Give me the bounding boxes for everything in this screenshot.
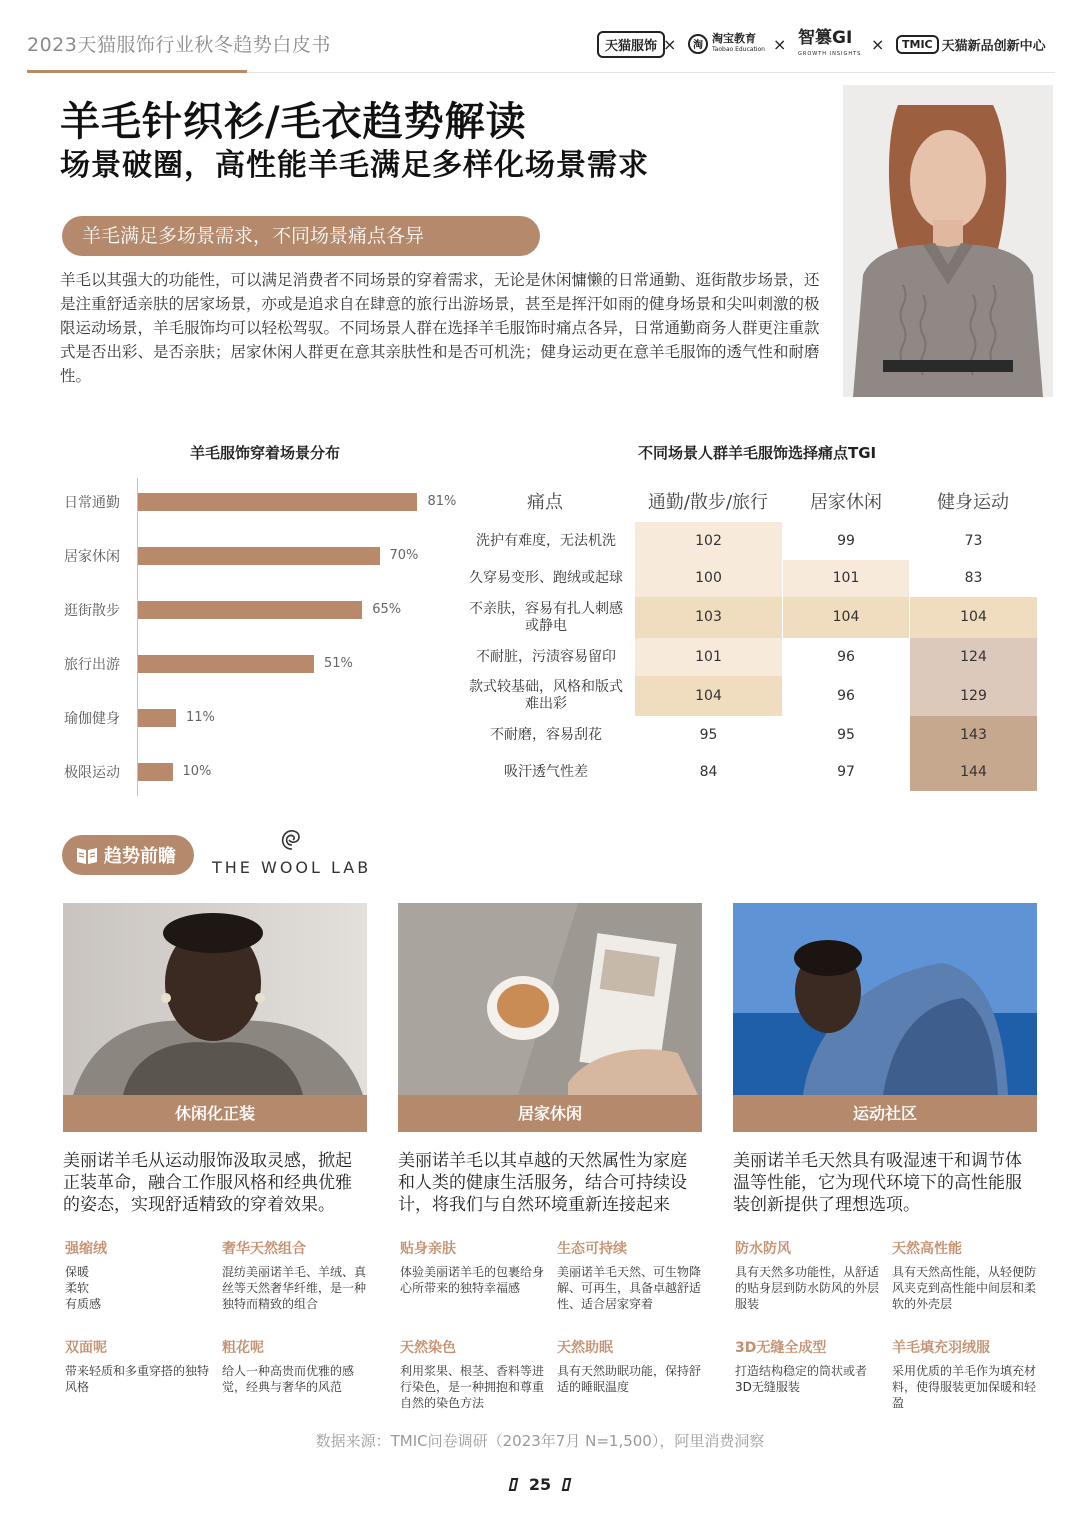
tgi-row-label: 不亲肤，容易有扎人刺感或静电	[469, 600, 623, 634]
tgi-cell: 73	[964, 532, 983, 549]
trend-feature-body: 带来轻质和多重穿搭的独特风格	[65, 1364, 210, 1394]
trend-caption: 运动社区	[733, 1095, 1037, 1132]
page-number-value: 25	[528, 1475, 552, 1494]
formal-casual-illustration	[63, 903, 367, 1095]
document-title: 2023天猫服饰行业秋冬趋势白皮书	[27, 34, 331, 56]
tgi-cell: 96	[837, 687, 855, 704]
bar-value-label: 51%	[323, 656, 353, 671]
intro-paragraph: 羊毛以其强大的功能性，可以满足消费者不同场景的穿着需求，无论是休闲慵懒的日常通勤、逛街散步场景，还是注重舒适亲肤的居家场景，亦或是追求自在肆意的旅行出游场景，甚至是挥汗如雨的健身场景和尖叫刺激的极限运动场景，羊毛服饰均可以轻松驾驭。不同场景人群在选择羊毛服饰时痛点各异，日常通勤商务人群更注重款式是否出彩、是否亲肤；居家休闲人群更在意其亲肤性和是否可机洗；健身运动更在意羊毛服饰的透气性和耐磨性。	[60, 271, 820, 385]
trend-caption: 休闲化正装	[63, 1095, 367, 1132]
trend-description: 美丽诺羊毛从运动服饰汲取灵感，掀起正装革命，融合工作服风格和经典优雅的姿态，实现舒适精致的穿着效果。	[63, 1151, 352, 1215]
tgi-cell: 100	[635, 560, 782, 597]
open-book-icon	[76, 845, 98, 865]
svg-text:淘: 淘	[693, 40, 703, 51]
trend-feature-body: 具有天然助眠功能，保持舒适的睡眠温度	[557, 1364, 702, 1394]
bar-category-label: 瑜伽健身	[64, 711, 120, 727]
zhizuan-logo-subtext: GROWTH INSIGHTS	[798, 51, 862, 57]
tgi-cell: 97	[837, 764, 855, 780]
trend-feature-body: 利用浆果、根茎、香料等进行染色，是一种拥抱和尊重自然的染色方法	[400, 1364, 545, 1410]
trend-feature-title: 生态可持续	[557, 1241, 627, 1257]
times-glyph: ×	[871, 34, 885, 54]
bar	[138, 547, 380, 565]
tgi-cell: 102	[635, 522, 782, 560]
trend-feature-body: 保暖 柔软 有质感	[65, 1265, 102, 1311]
trend-feature	[400, 1337, 545, 1411]
trend-feature-title: 贴身亲肤	[400, 1241, 456, 1257]
trend-feature-body: 美丽诺羊毛天然、可生物降解、可再生，具备卓越舒适性、适合居家穿着	[557, 1265, 702, 1311]
page-number-marker-right	[562, 1478, 572, 1491]
home-leisure-photo	[398, 903, 702, 1095]
trend-pill-label: 趋势前瞻	[104, 846, 176, 867]
tgi-row-label: 不耐脏，污渍容易留印	[476, 648, 616, 665]
tgi-row-label: 不耐磨，容易刮花	[490, 726, 602, 743]
tgi-cell: 144	[910, 754, 1037, 791]
page-number-marker-left	[508, 1478, 518, 1491]
bar-category-label: 日常通勤	[64, 495, 120, 511]
trend-feature-body: 给人一种高贵而优雅的感觉，经典与奢华的风范	[222, 1364, 355, 1394]
taobao-logo-subtext: Taobao Education	[712, 46, 765, 53]
tgi-cell: 104	[635, 676, 782, 716]
tgi-cell: 83	[964, 570, 983, 586]
bar-value-label: 65%	[372, 602, 402, 617]
trend-feature	[557, 1238, 702, 1312]
times-glyph: ×	[663, 34, 677, 54]
tgi-cell: 101	[783, 560, 909, 597]
trend-feature	[222, 1337, 367, 1395]
data-source: 数据来源：TMIC问卷调研（2023年7月 N=1,500），阿里消费洞察	[315, 1432, 765, 1450]
tgi-row-label: 洗护有难度，无法机洗	[476, 532, 616, 549]
bar-value-label: 70%	[389, 548, 419, 563]
sport-community-photo	[733, 903, 1037, 1095]
trend-feature	[557, 1337, 702, 1395]
bar-chart-axis	[137, 478, 138, 796]
tgi-row-label: 久穿易变形、跑绒或起球	[469, 570, 623, 586]
zhizuan-gi-logo	[798, 30, 861, 58]
tmall-fashion-logo	[597, 30, 665, 58]
times-separator	[871, 30, 884, 58]
tgi-cell: 96	[837, 648, 855, 665]
trend-feature-title: 天然助眠	[557, 1340, 613, 1356]
tgi-cell: 124	[910, 638, 1037, 676]
trend-feature-body: 打造结构稳定的筒状或者3D无缝服装	[735, 1364, 868, 1394]
bar	[138, 655, 314, 673]
trend-feature	[892, 1337, 1037, 1411]
bar-value-label: 81%	[427, 494, 457, 509]
tgi-row-label: 款式较基础，风格和版式难出彩	[469, 679, 623, 712]
bar-category-label: 逛街散步	[64, 603, 120, 619]
trend-feature	[65, 1238, 210, 1312]
trend-description: 美丽诺羊毛天然具有吸湿速干和调节体温等性能，它为现代环境下的高性能服装创新提供了理想选项。	[733, 1151, 1022, 1215]
tgi-row-label: 吸汗透气性差	[504, 764, 588, 780]
trend-feature	[735, 1337, 880, 1395]
section-heading-pill: 羊毛满足多场景需求，不同场景痛点各异	[62, 216, 540, 256]
tmall-logo-text: 天猫服饰	[597, 31, 665, 58]
tmic-logo-text: 天猫新品创新中心	[941, 38, 1046, 54]
trend-feature-title: 奢华天然组合	[222, 1241, 306, 1257]
trend-feature-title: 粗花呢	[222, 1340, 264, 1356]
wool-lab-logo	[212, 826, 371, 877]
bar	[138, 763, 173, 781]
trend-description: 美丽诺羊毛以其卓越的天然属性为家庭和人类的健康生活服务，结合可持续设计，将我们与自然环境重新连接起来	[398, 1151, 687, 1215]
trend-feature	[892, 1238, 1037, 1312]
bar-value-label: 11%	[185, 710, 215, 725]
taobao-education-logo	[688, 30, 765, 58]
trend-feature-body: 具有天然高性能，从轻便防风夹克到高性能中间层和柔软的外壳层	[892, 1265, 1037, 1311]
tmic-logo-box: TMIC	[896, 35, 939, 54]
trend-feature-title: 强缩绒	[65, 1241, 107, 1257]
header-accent-rule	[27, 70, 247, 73]
taobao-icon	[688, 34, 708, 54]
times-separator	[663, 30, 676, 58]
bar	[138, 493, 417, 511]
tgi-column-header: 居家休闲	[810, 492, 882, 513]
tgi-cell: 95	[699, 726, 718, 743]
trend-feature-body: 采用优质的羊毛作为填充材料，使得服装更加保暖和轻盈	[892, 1364, 1037, 1410]
trend-feature	[735, 1238, 880, 1312]
trend-feature-title: 3D无缝全成型	[735, 1340, 827, 1356]
tmic-logo	[896, 30, 1046, 58]
bar-category-label: 旅行出游	[64, 657, 120, 673]
tgi-column-header: 通勤/散步/旅行	[647, 492, 769, 513]
tgi-cell: 101	[635, 638, 782, 676]
tgi-cell: 99	[837, 532, 855, 549]
times-glyph: ×	[773, 34, 787, 54]
tgi-table-title: 不同场景人群羊毛服饰选择痛点TGI	[638, 444, 877, 462]
tgi-cell: 104	[783, 597, 909, 638]
formal-casual-photo	[63, 903, 367, 1095]
trend-feature	[65, 1337, 210, 1395]
trend-feature-title: 双面呢	[65, 1340, 107, 1356]
bar-category-label: 极限运动	[64, 765, 120, 781]
trend-feature	[400, 1238, 545, 1296]
tgi-cell: 103	[635, 597, 782, 638]
page-title: 羊毛针织衫/毛衣趋势解读	[60, 99, 527, 145]
tgi-column-header: 健身运动	[937, 492, 1009, 513]
trend-feature-body: 体验美丽诺羊毛的包裹给身心所带来的独特幸福感	[400, 1265, 545, 1295]
zhizuan-logo-text: 智篡GI	[798, 28, 853, 48]
bar	[138, 709, 176, 727]
model-photo	[843, 85, 1053, 397]
tgi-cell: 84	[699, 764, 718, 780]
trend-feature-body: 具有天然多功能性，从舒适的贴身层到防水防风的外层服装	[735, 1265, 880, 1311]
bar-category-label: 居家休闲	[64, 549, 120, 565]
trend-feature-title: 天然高性能	[892, 1241, 962, 1257]
tgi-cell: 129	[910, 676, 1037, 716]
trend-feature-body: 混纺美丽诺羊毛、羊绒、真丝等天然奢华纤维，是一种独特而精致的组合	[222, 1265, 367, 1311]
trend-feature	[222, 1238, 367, 1312]
times-separator	[773, 30, 786, 58]
wool-lab-text: THE WOOL LAB	[212, 858, 372, 877]
tgi-cell: 95	[837, 726, 855, 743]
bar-chart-title: 羊毛服饰穿着场景分布	[190, 444, 341, 462]
taobao-logo-text: 淘宝教育	[712, 32, 756, 45]
page-number	[0, 1474, 1080, 1494]
tgi-cell: 143	[910, 716, 1037, 754]
tgi-cell: 104	[910, 597, 1037, 638]
trend-feature-title: 防水防风	[735, 1241, 791, 1257]
wool-swirl-icon	[277, 826, 307, 852]
trend-outlook-pill	[62, 835, 194, 875]
sport-community-illustration	[733, 903, 1037, 1095]
page-subtitle: 场景破圈，高性能羊毛满足多样化场景需求	[60, 148, 649, 183]
trend-feature-title: 羊毛填充羽绒服	[892, 1340, 990, 1356]
home-leisure-illustration	[398, 903, 702, 1095]
bar	[138, 601, 362, 619]
trend-caption: 居家休闲	[398, 1095, 702, 1132]
tgi-column-header: 痛点	[527, 492, 563, 513]
trend-feature-title: 天然染色	[400, 1340, 456, 1356]
model-illustration	[843, 85, 1053, 397]
bar-value-label: 10%	[182, 764, 212, 779]
